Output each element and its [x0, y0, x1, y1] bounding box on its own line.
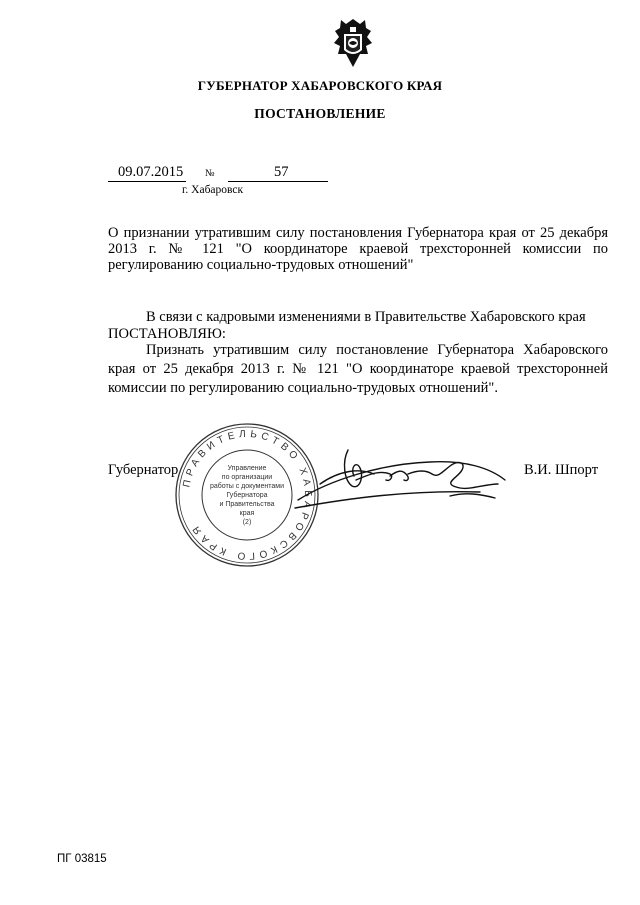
- svg-text:Губернатора: Губернатора: [226, 492, 268, 499]
- svg-text:Управление: Управление: [227, 465, 267, 472]
- number-label: №: [205, 168, 215, 179]
- stamp-ring-text: ПРАВИТЕЛЬСТВО ХАБАРОВСКОГО КРАЯ: [181, 428, 314, 562]
- svg-text:и Правительства: и Правительства: [219, 501, 275, 508]
- svg-text:работы с документами: работы с документами: [209, 483, 285, 490]
- signatory-name: В.И. Шпорт: [524, 462, 599, 478]
- signature-drawing: [290, 440, 515, 520]
- registration-line: [108, 164, 328, 182]
- number-underline: [228, 181, 328, 182]
- coat-of-arms-icon: [330, 16, 376, 70]
- form-code: ПГ 03815: [57, 853, 107, 865]
- svg-text:по организации: по организации: [221, 474, 273, 481]
- document-number: 57: [274, 164, 289, 180]
- document-date: 09.07.2015: [118, 164, 184, 180]
- svg-text:(2): (2): [242, 519, 252, 526]
- date-underline: [108, 181, 186, 182]
- document-type: ПОСТАНОВЛЕНИЕ: [254, 106, 386, 121]
- preamble-paragraph: В связи с кадровыми изменениями в Правительстве Хабаровского края: [146, 309, 586, 325]
- place-of-issue: г. Хабаровск: [182, 184, 244, 196]
- issuing-authority: ГУБЕРНАТОР ХАБАРОВСКОГО КРАЯ: [197, 78, 443, 93]
- coat-of-arms-emblem: [330, 16, 376, 70]
- operative-paragraph: Признать утратившим силу постановление Губернатора Хабаровского края от 25 декабря 2013 г. № 121 "О координаторе краевой трехсторонней комиссии по регулированию социально-трудовых отношений".: [108, 342, 608, 396]
- resolution-word: ПОСТАНОВЛЯЮ:: [108, 326, 226, 342]
- signatory-position: Губернатор: [108, 462, 179, 478]
- document-title: О признании утратившим силу постановления Губернатора края от 25 декабря 2013 г. № 121 "О координаторе краевой трехсторонней комиссии по регулированию социально-трудовых отношений": [108, 225, 608, 273]
- svg-text:края: края: [239, 510, 255, 517]
- handwritten-signature: [290, 440, 515, 520]
